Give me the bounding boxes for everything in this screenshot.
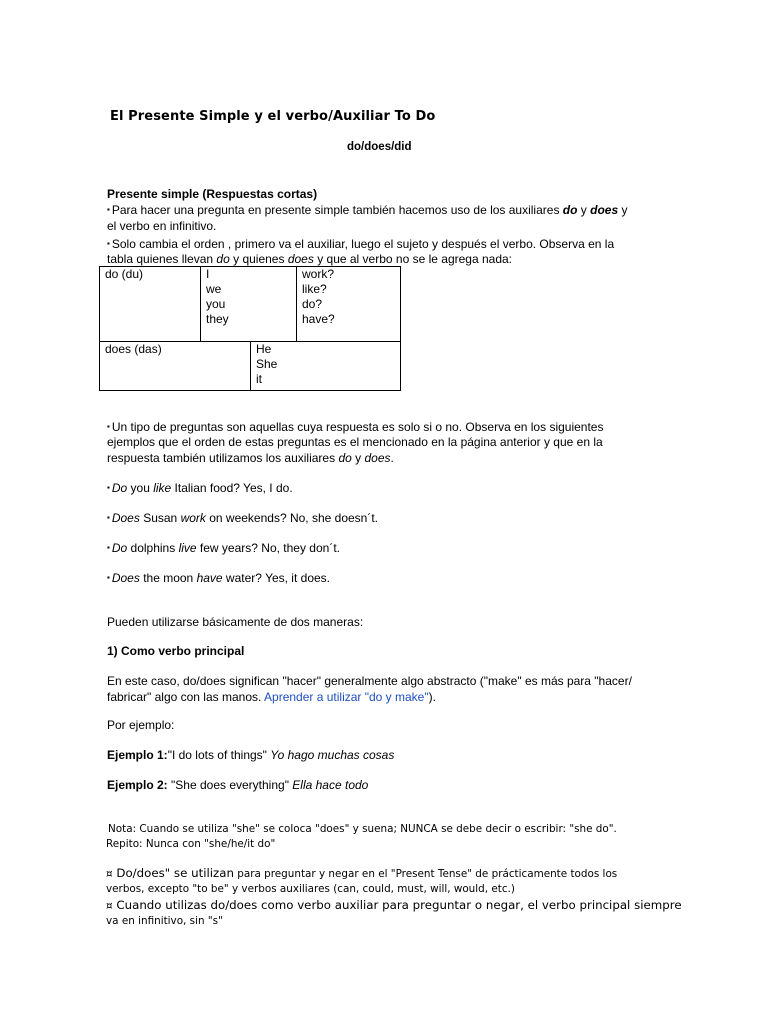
rule-1-line-1: ¤ Do/does" se utilizan para preguntar y negar en el "Present Tense" de prácticamente todos los: [106, 866, 618, 880]
bullet-icon: ▪: [107, 239, 110, 248]
table-cell-aux: does (das): [100, 342, 251, 391]
table-cell-subjects: He She it: [251, 342, 401, 391]
marker-icon: ¤: [106, 868, 113, 880]
table-cell-verbs: work? like? do? have?: [297, 267, 401, 342]
example-item: ▪ Does Susan work on weekends? No, she doesn´t.: [107, 511, 379, 525]
paragraph-1-line-1: ▪ Para hacer una pregunta en presente simple también hacemos uso de los auxiliares do y does y: [107, 203, 628, 217]
case-line-1: En este caso, do/does significan "hacer" generalmente algo abstracto ("make" es más para "hacer/: [107, 674, 632, 688]
note-line-2: Repito: Nunca con "she/he/it do": [106, 838, 276, 850]
section-heading: Presente simple (Respuestas cortas): [107, 187, 318, 201]
paragraph-3-line-1: ▪ Un tipo de preguntas son aquellas cuya respuesta es solo si o no. Observa en los siguientes: [107, 420, 604, 434]
rule-2-line-2: va en infinitivo, sin "s": [106, 915, 223, 927]
example-item: ▪ Do dolphins live few years? No, they don´t.: [107, 541, 340, 555]
bullet-icon: ▪: [107, 422, 110, 431]
page-subtitle: do/does/did: [347, 141, 412, 153]
case-line-2: fabricar" algo con las manos. Aprender a utilizar "do y make").: [107, 690, 436, 704]
example-item: ▪ Does the moon have water? Yes, it does.: [107, 571, 330, 585]
paragraph-3-line-2: ejemplos que el orden de estas preguntas es el mencionado en la página anterior y que en la: [107, 435, 603, 449]
table-row-does: [99, 341, 401, 391]
paragraph-1-line-2: el verbo en infinitivo.: [107, 219, 217, 233]
por-ejemplo: Por ejemplo:: [107, 718, 175, 732]
rule-2-line-1: ¤ Cuando utilizas do/does como verbo auxiliar para preguntar o negar, el verbo principal siempre: [106, 898, 682, 912]
example-2: Ejemplo 2: "She does everything" Ella hace todo: [107, 778, 369, 792]
paragraph-2-line-2: tabla quienes llevan do y quienes does y que al verbo no se le agrega nada:: [107, 252, 512, 266]
bullet-icon: ▪: [107, 205, 110, 214]
bullet-icon: ▪: [107, 543, 110, 552]
table-cell-subjects: I we you they: [201, 267, 297, 342]
bullet-icon: ▪: [107, 573, 110, 582]
main-verb-heading: 1) Como verbo principal: [107, 644, 245, 658]
example-1: Ejemplo 1:"I do lots of things" Yo hago muchas cosas: [107, 748, 395, 762]
marker-icon: ¤: [106, 900, 113, 912]
page-title: El Presente Simple y el verbo/Auxiliar To Do: [110, 109, 436, 124]
rule-1-line-2: verbos, excepto "to be" y verbos auxiliares (can, could, must, will, would, etc.): [106, 883, 515, 895]
example-item: ▪ Do you like Italian food? Yes, I do.: [107, 481, 293, 495]
bullet-icon: ▪: [107, 483, 110, 492]
paragraph-3-line-3: respuesta también utilizamos los auxiliares do y does.: [107, 451, 394, 465]
paragraph-2-line-1: ▪ Solo cambia el orden , primero va el auxiliar, luego el sujeto y después el verbo. Observa en la: [107, 237, 615, 251]
ways-text: Pueden utilizarse básicamente de dos maneras:: [107, 615, 364, 629]
table-cell-aux: do (du): [100, 267, 201, 342]
do-make-link[interactable]: Aprender a utilizar "do y make": [264, 690, 429, 704]
table-row-do: [99, 266, 401, 342]
bullet-icon: ▪: [107, 513, 110, 522]
note-line-1: Nota: Cuando se utiliza "she" se coloca "does" y suena; NUNCA se debe decir o escribir: "she do".: [108, 823, 617, 835]
